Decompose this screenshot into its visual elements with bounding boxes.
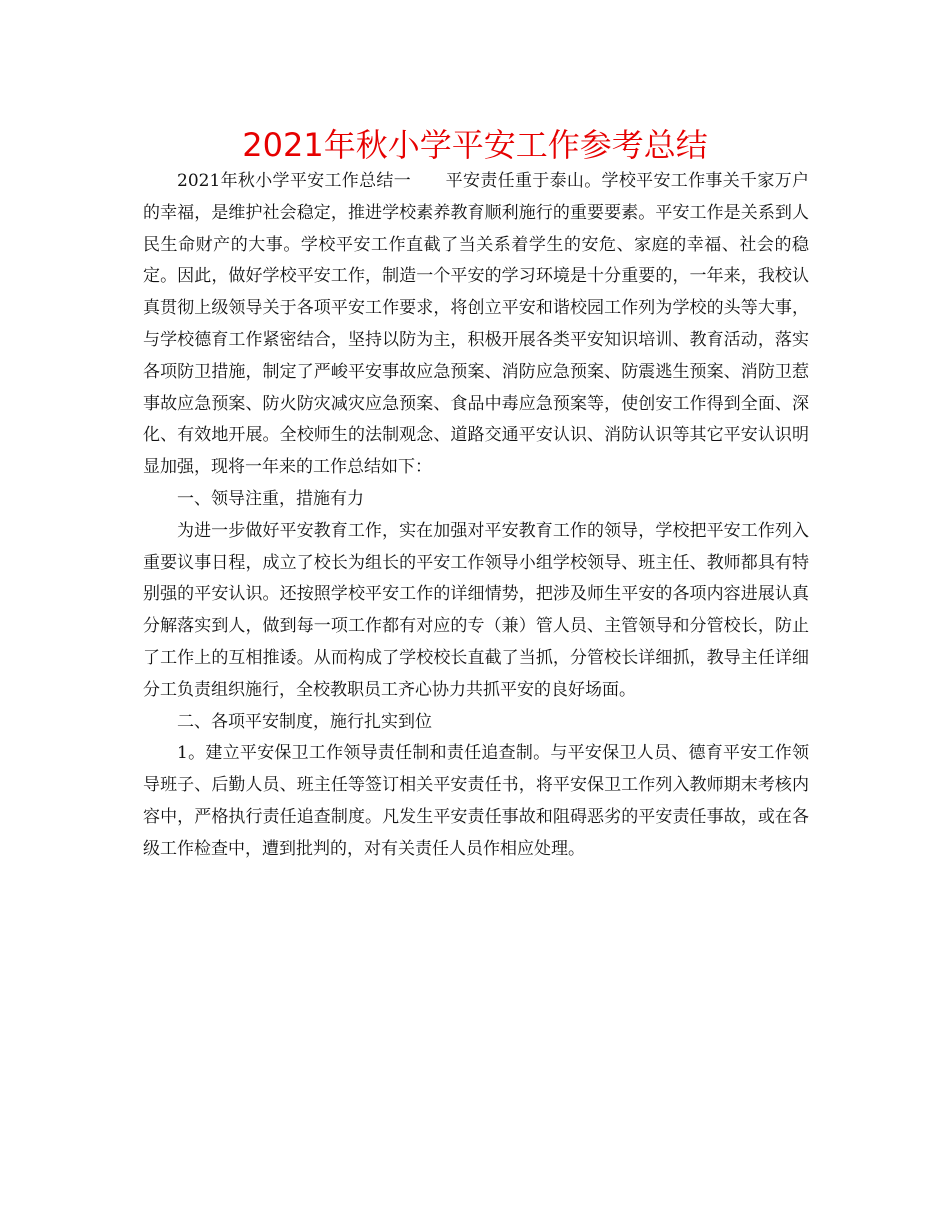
section-heading-1: 一、领导注重，措施有力 <box>177 488 364 509</box>
document-title: 2021年秋小学平安工作参考总结 <box>242 126 708 164</box>
document-body <box>143 166 809 866</box>
paragraph-leadership: 为进一步做好平安教育工作，实在加强对平安教育工作的领导，学校把平安工作列入重要议事日程，成立了校长为组长的平安工作领导小组学校领导、班主任、教师都具有特别强的平安认识。还按照学校平安工作的详细情势，把涉及师生平安的各项内容进展认真分解落实到人，做到每一项工作都有对应的专（兼）管人员、主管领导和分管校长，防止了工作上的互相推诿。从而构成了学校校长直截了当抓，分管校长详细抓，教导主任详细分工负责组织施行，全校教职员工齐心协力共抓平安的良好场面。 <box>143 520 809 700</box>
paragraph-intro: 2021年秋小学平安工作总结一 平安责任重于泰山。学校平安工作事关千家万户的幸福，是维护社会稳定，推进学校素养教育顺利施行的重要要素。平安工作是关系到人民生命财产的大事。学校平安工作直截了当关系着学生的安危、家庭的幸福、社会的稳定。因此，做好学校平安工作，制造一个平安的学习环境是十分重要的，一年来，我校认真贯彻上级领导关于各项平安工作要求，将创立平安和谐校园工作列为学校的头等大事，与学校德育工作紧密结合，坚持以防为主，积极开展各类平安知识培训、教育活动，落实各项防卫措施，制定了严峻平安事故应急预案、消防应急预案、防震逃生预案、消防卫惹事故应急预案、防火防灾减灾应急预案、食品中毒应急预案等，使创安工作得到全面、深化、有效地开展。全校师生的法制观念、道路交通平安认识、消防认识等其它平安认识明显加强，现将一年来的工作总结如下： <box>143 171 809 478</box>
section-heading-2: 二、各项平安制度，施行扎实到位 <box>177 711 432 732</box>
paragraph-responsibility: 1。建立平安保卫工作领导责任制和责任追查制。与平安保卫人员、德育平安工作领导班子、后勤人员、班主任等签订相关平安责任书，将平安保卫工作列入教师期末考核内容中，严格执行责任追查制度。凡发生平安责任事故和阻碍恶劣的平安责任事故，或在各级工作检查中，遭到批判的，对有关责任人员作相应处理。 <box>143 743 809 859</box>
